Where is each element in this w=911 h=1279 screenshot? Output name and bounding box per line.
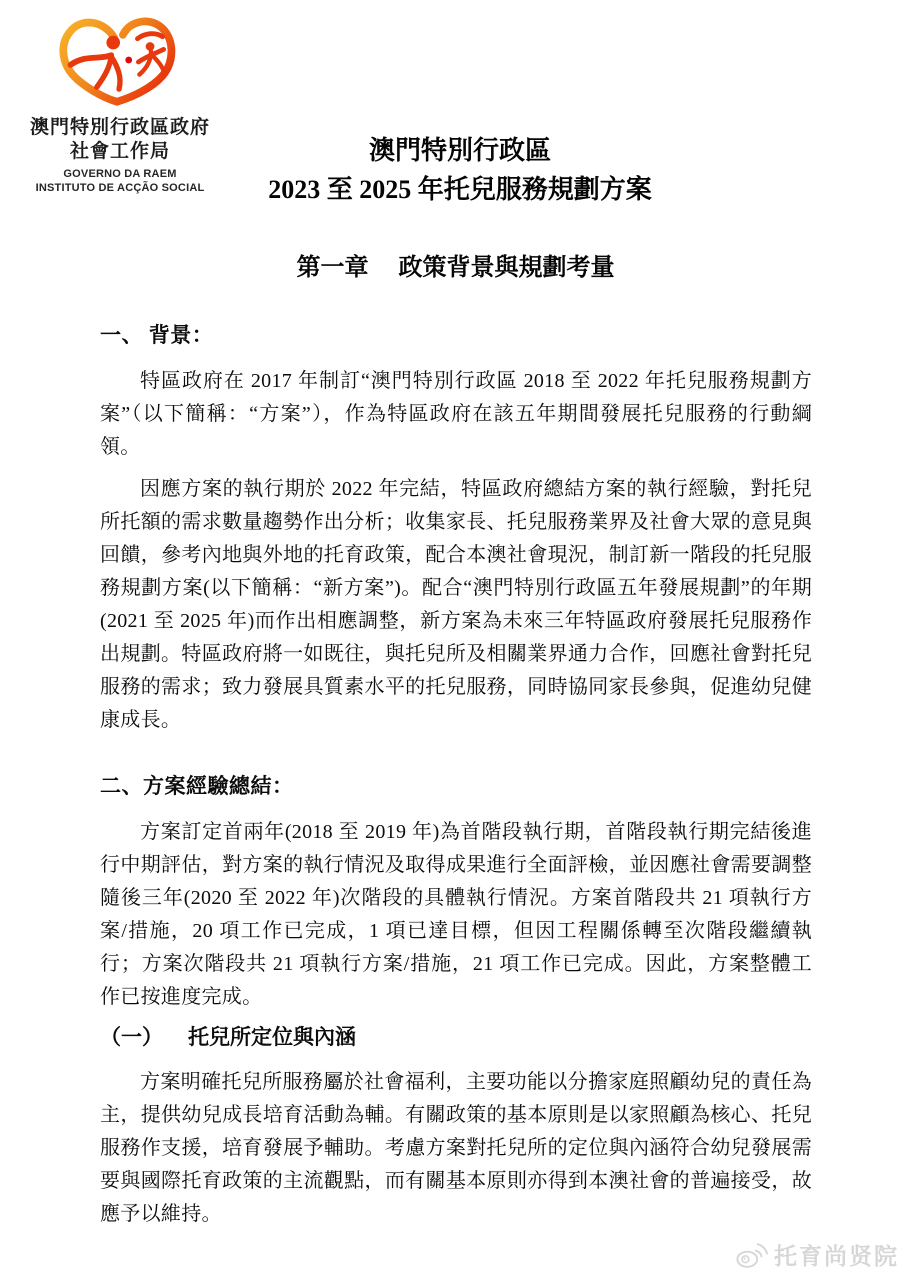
section-2-heading: 二、方案經驗總結： <box>100 774 294 798</box>
section-1-paragraph-1: 特區政府在 2017 年制訂“澳門特別行政區 2018 至 2022 年托兒服務規劃方案”（以下簡稱：“方案”），作為特區政府在該五年期間發展托兒服務的行動綱領。 <box>100 370 812 458</box>
document-title-line1: 澳門特別行政區 <box>368 136 551 165</box>
subsection-1-paragraph-1: 方案明確托兒所服務屬於社會福利，主要功能以分擔家庭照顧幼兒的責任為主，提供幼兒成長培育活動為輔。有關政策的基本原則是以家照顧為核心、托兒服務作支援，培育發展予輔助。考慮方案對托兒所的定位與內涵符合幼兒發展需要與國際托育政策的主流觀點，而有關基本原則亦得到本澳社會的普遍接受，故應予以維持。 <box>100 1071 812 1225</box>
heart-children-logo-icon <box>56 14 184 108</box>
org-name-pt-line1: GOVERNO DA RAEM <box>63 168 177 180</box>
weibo-icon <box>735 1240 769 1269</box>
agency-letterhead <box>30 14 210 195</box>
org-name-zh-line1: 澳門特別行政區政府 <box>30 117 211 138</box>
section-1-heading: 一、 背景： <box>100 323 214 347</box>
subsection-1-heading <box>100 1024 812 1051</box>
watermark-text: 托育尚贤院 <box>774 1243 899 1269</box>
subsection-1-number: （一） <box>100 1025 163 1049</box>
watermark <box>735 1238 899 1271</box>
org-name-pt-line2: INSTITUTO DE ACÇÃO SOCIAL <box>35 182 205 194</box>
org-name-zh-line2: 社會工作局 <box>69 141 170 162</box>
document-title <box>220 131 700 209</box>
document-body <box>100 322 812 1240</box>
subsection-1-title: 托兒所定位與內涵 <box>188 1025 356 1049</box>
chapter-heading: 第一章 政策背景與規劃考量 <box>296 255 615 281</box>
section-2-paragraph-1: 方案訂定首兩年(2018 至 2019 年)為首階段執行期，首階段執行期完結後進行中期評估，對方案的執行情況及取得成果進行全面評檢，並因應社會需要調整隨後三年(2020 至 2022 年)次階段的具體執行情況。方案首階段共 21 項執行方案/措施，20 項工作已完成，1 項已達目標，但因工程關係轉至次階段繼續執行；方案次階段共 21 項執行方案/措施，21 項工作已完成。因此，方案整體工作已按進度完成。 <box>100 821 812 1008</box>
document-title-line2: 2023 至 2025 年托兒服務規劃方案 <box>268 175 652 204</box>
section-1-paragraph-2: 因應方案的執行期於 2022 年完結，特區政府總結方案的執行經驗，對托兒所托額的需求數量趨勢作出分析；收集家長、托兒服務業界及社會大眾的意見與回饋，參考內地與外地的托育政策，配合本澳社會現況，制訂新一階段的托兒服務規劃方案(以下簡稱：“新方案”)。配合“澳門特別行政區五年發展規劃”的年期(2021 至 2025 年)而作出相應調整，新方案為未來三年特區政府發展托兒服務作出規劃。特區政府將一如既往，與托兒所及相關業界通力合作，回應社會對托兒服務的需求；致力發展具質素水平的托兒服務，同時協同家長參與，促進幼兒健康成長。 <box>100 478 812 731</box>
